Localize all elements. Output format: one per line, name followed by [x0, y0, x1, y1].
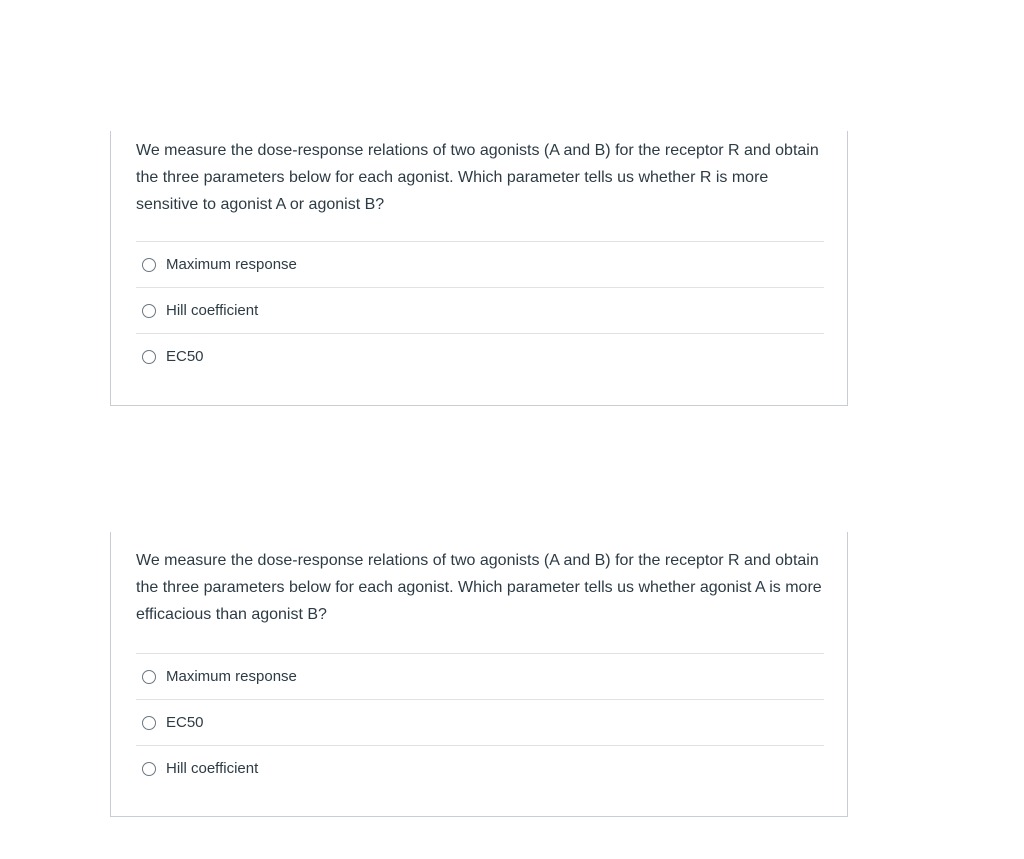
- radio-button[interactable]: [142, 762, 156, 776]
- answer-option[interactable]: [136, 241, 824, 287]
- radio-button[interactable]: [142, 304, 156, 318]
- question-text: We measure the dose-response relations of two agonists (A and B) for the receptor R and obtain the three parameters below for each agonist. Which parameter tells us whether R is more sensitive to agonist A or agonist B?: [136, 142, 819, 213]
- answer-option[interactable]: [136, 745, 824, 791]
- answer-label: Maximum response: [166, 668, 297, 685]
- answer-list: [136, 653, 824, 791]
- radio-button[interactable]: [142, 670, 156, 684]
- answer-option[interactable]: [136, 699, 824, 745]
- answer-option[interactable]: [136, 333, 824, 379]
- question-card-2: [110, 532, 848, 817]
- question-card-1: [110, 131, 848, 406]
- radio-button[interactable]: [142, 716, 156, 730]
- answer-label: EC50: [166, 348, 204, 365]
- answer-label: Maximum response: [166, 256, 297, 273]
- answer-label: Hill coefficient: [166, 302, 259, 319]
- answer-option[interactable]: [136, 287, 824, 333]
- radio-button[interactable]: [142, 258, 156, 272]
- answer-option[interactable]: [136, 653, 824, 699]
- answer-label: Hill coefficient: [166, 760, 259, 777]
- radio-button[interactable]: [142, 350, 156, 364]
- question-text: We measure the dose-response relations of two agonists (A and B) for the receptor R and obtain the three parameters below for each agonist. Which parameter tells us whether agonist A is more efficacious than agonist B?: [136, 552, 822, 623]
- answer-label: EC50: [166, 714, 204, 731]
- answer-list: [136, 241, 824, 379]
